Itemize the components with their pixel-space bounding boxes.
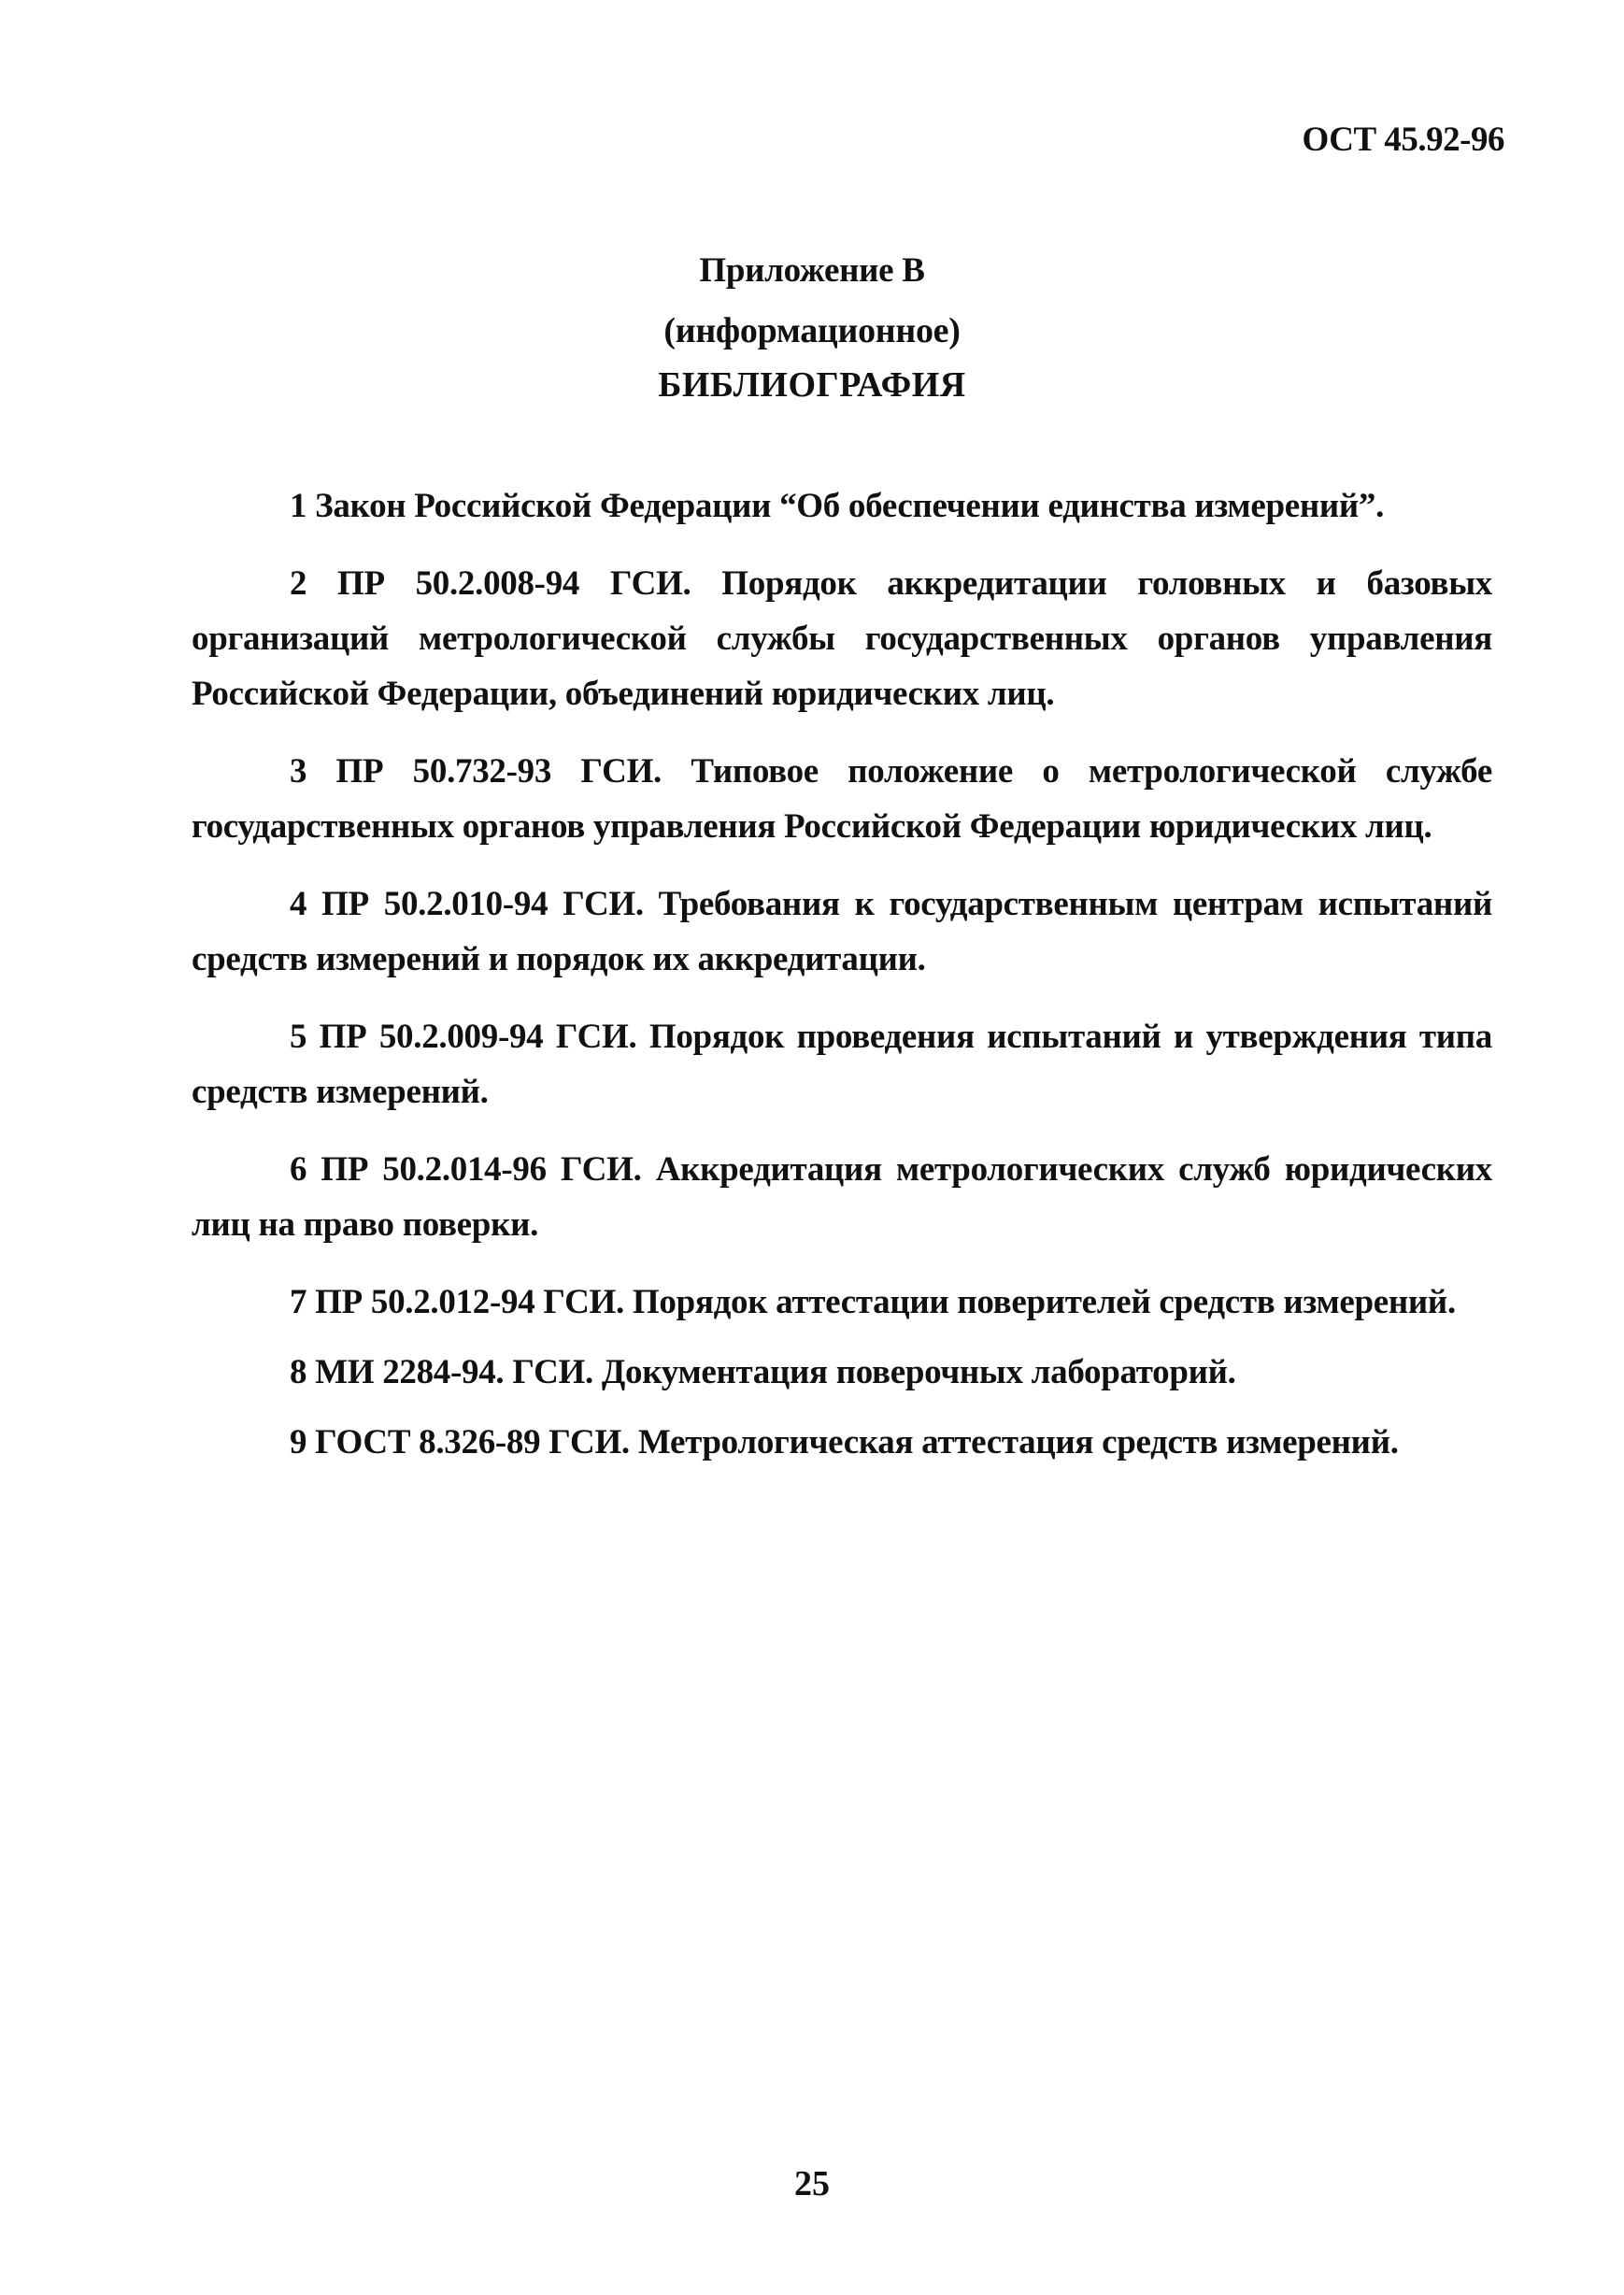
- appendix-type: (информационное): [663, 311, 961, 350]
- bibliography-item-7: 7 ПР 50.2.012-94 ГСИ. Порядок аттестации поверителей средств измерений.: [290, 1283, 1456, 1321]
- section-title: БИБЛИОГРАФИЯ: [658, 365, 966, 405]
- bibliography-item-8: 8 МИ 2284-94. ГСИ. Документация поверочных лабораторий.: [290, 1353, 1236, 1391]
- bibliography-item-2: 2 ПР 50.2.008-94 ГСИ. Порядок аккредитации головных и базовых организаций метрологической службы государственных органов управления Российской Федерации, объединений юридических лиц.: [192, 564, 1492, 713]
- page-number: 25: [794, 2164, 830, 2203]
- document-code: ОСТ 45.92-96: [1302, 121, 1504, 159]
- bibliography-item-4: 4 ПР 50.2.010-94 ГСИ. Требования к государственным центрам испытаний средств измерений и порядок их аккредитации.: [192, 885, 1492, 978]
- bibliography-item-9: 9 ГОСТ 8.326-89 ГСИ. Метрологическая аттестация средств измерений.: [290, 1423, 1399, 1461]
- bibliography-item-1: 1 Закон Российской Федерации “Об обеспечении единства измерений”.: [290, 487, 1385, 525]
- bibliography-item-5: 5 ПР 50.2.009-94 ГСИ. Порядок проведения испытаний и утверждения типа средств измерений.: [192, 1018, 1492, 1111]
- bibliography-list: [192, 478, 1492, 1485]
- appendix-title: Приложение В: [699, 251, 925, 290]
- bibliography-item-6: 6 ПР 50.2.014-96 ГСИ. Аккредитация метрологических служб юридических лиц на право поверки.: [192, 1150, 1492, 1244]
- bibliography-item-3: 3 ПР 50.732-93 ГСИ. Типовое положение о метрологической службе государственных органов управления Российской Федерации юридических лиц.: [192, 752, 1492, 846]
